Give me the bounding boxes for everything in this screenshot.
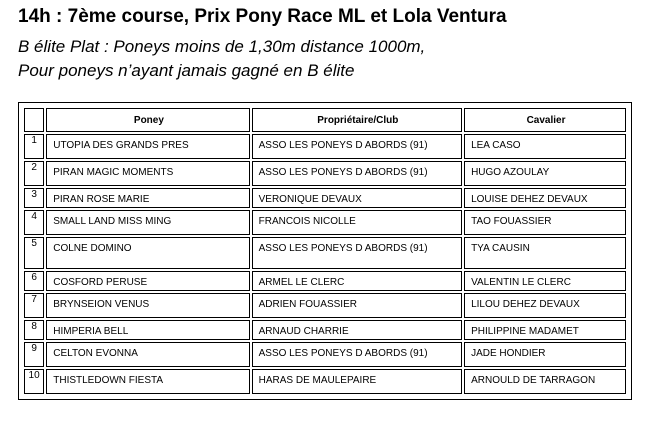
row-number: 7 xyxy=(24,293,44,318)
table-row xyxy=(24,320,626,340)
column-header-cavalier: Cavalier xyxy=(464,108,626,132)
row-number: 2 xyxy=(24,161,44,186)
cavalier-cell: HUGO AZOULAY xyxy=(464,161,626,186)
table-row xyxy=(24,134,626,159)
cavalier-cell: LILOU DEHEZ DEVAUX xyxy=(464,293,626,318)
poney-cell: UTOPIA DES GRANDS PRES xyxy=(46,134,249,159)
poney-cell: PIRAN ROSE MARIE xyxy=(46,188,249,208)
club-cell: ARNAUD CHARRIE xyxy=(252,320,462,340)
cavalier-cell: PHILIPPINE MADAMET xyxy=(464,320,626,340)
cavalier-cell: TYA CAUSIN xyxy=(464,237,626,269)
table-header-row xyxy=(24,108,626,132)
poney-cell: PIRAN MAGIC MOMENTS xyxy=(46,161,249,186)
poney-cell: COSFORD PERUSE xyxy=(46,271,249,291)
subtitle-line-2: Pour poneys n’ayant jamais gagné en B élite xyxy=(18,61,355,80)
cavalier-cell: JADE HONDIER xyxy=(464,342,626,367)
row-number: 6 xyxy=(24,271,44,291)
row-number: 8 xyxy=(24,320,44,340)
table-row xyxy=(24,271,626,291)
row-number: 5 xyxy=(24,237,44,269)
table-row xyxy=(24,342,626,367)
table-row xyxy=(24,293,626,318)
subtitle-line-1: B élite Plat : Poneys moins de 1,30m distance 1000m, xyxy=(18,37,426,56)
club-cell: ASSO LES PONEYS D ABORDS (91) xyxy=(252,342,462,367)
club-cell: ASSO LES PONEYS D ABORDS (91) xyxy=(252,134,462,159)
column-header-club: Propriétaire/Club xyxy=(252,108,462,132)
table-row xyxy=(24,161,626,186)
column-header-number xyxy=(24,108,44,132)
row-number: 9 xyxy=(24,342,44,367)
cavalier-cell: TAO FOUASSIER xyxy=(464,210,626,235)
poney-cell: THISTLEDOWN FIESTA xyxy=(46,369,249,394)
club-cell: ASSO LES PONEYS D ABORDS (91) xyxy=(252,237,462,269)
poney-cell: BRYNSEION VENUS xyxy=(46,293,249,318)
poney-cell: COLNE DOMINO xyxy=(46,237,249,269)
poney-cell: CELTON EVONNA xyxy=(46,342,249,367)
row-number: 3 xyxy=(24,188,44,208)
table-body xyxy=(24,134,626,394)
poney-cell: SMALL LAND MISS MING xyxy=(46,210,249,235)
club-cell: ADRIEN FOUASSIER xyxy=(252,293,462,318)
row-number: 1 xyxy=(24,134,44,159)
cavalier-cell: VALENTIN LE CLERC xyxy=(464,271,626,291)
entries-table xyxy=(22,106,628,396)
club-cell: HARAS DE MAULEPAIRE xyxy=(252,369,462,394)
club-cell: VERONIQUE DEVAUX xyxy=(252,188,462,208)
table-row xyxy=(24,210,626,235)
club-cell: ARMEL LE CLERC xyxy=(252,271,462,291)
row-number: 10 xyxy=(24,369,44,394)
page-title: 14h : 7ème course, Prix Pony Race ML et Lola Ventura xyxy=(18,6,507,27)
club-cell: FRANCOIS NICOLLE xyxy=(252,210,462,235)
table-row xyxy=(24,369,626,394)
table-row xyxy=(24,188,626,208)
cavalier-cell: LEA CASO xyxy=(464,134,626,159)
cavalier-cell: ARNOULD DE TARRAGON xyxy=(464,369,626,394)
table-row xyxy=(24,237,626,269)
poney-cell: HIMPERIA BELL xyxy=(46,320,249,340)
cavalier-cell: LOUISE DEHEZ DEVAUX xyxy=(464,188,626,208)
entries-table-frame xyxy=(18,102,632,400)
club-cell: ASSO LES PONEYS D ABORDS (91) xyxy=(252,161,462,186)
row-number: 4 xyxy=(24,210,44,235)
column-header-poney: Poney xyxy=(46,108,249,132)
